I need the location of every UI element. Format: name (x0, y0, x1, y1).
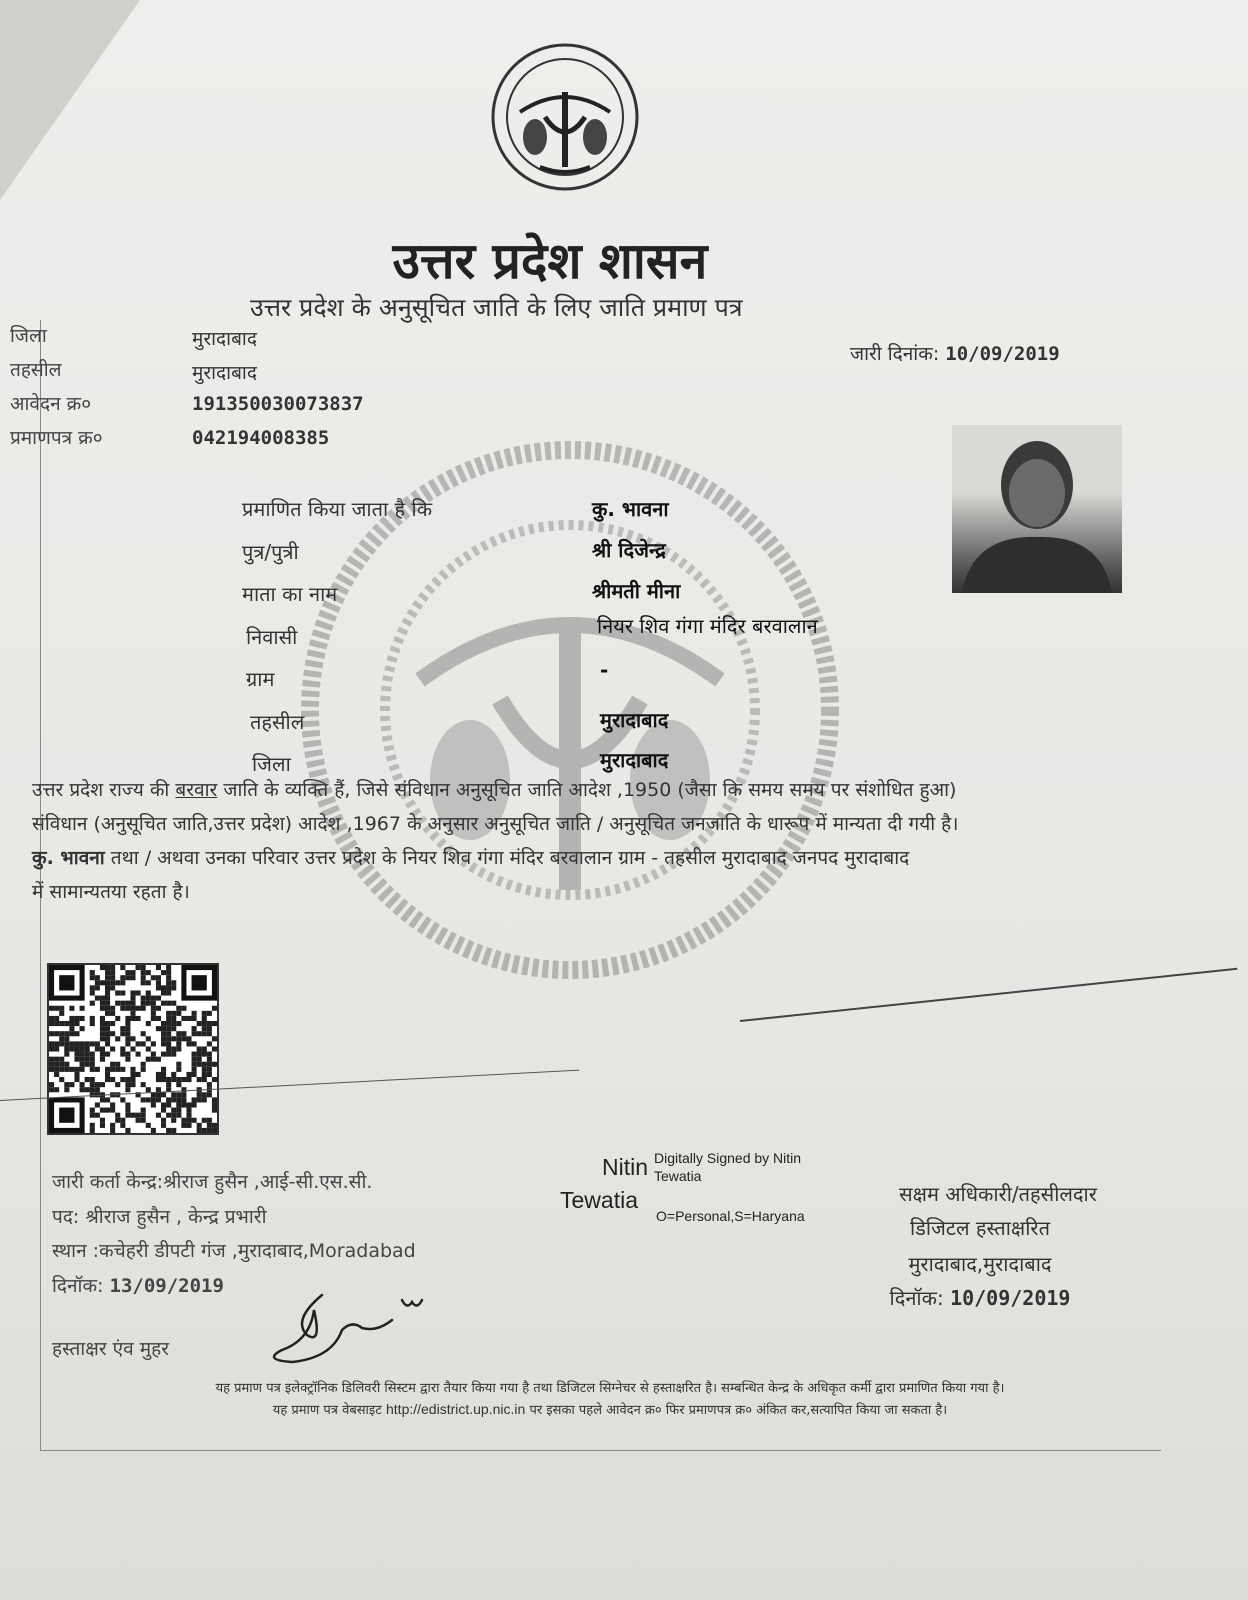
certificate-title: उत्तर प्रदेश के अनुसूचित जाति के लिए जाति प्रमाण पत्र (250, 293, 743, 322)
dsig-last-name: Tewatia (560, 1187, 638, 1213)
field-parent-label: पुत्र/पुत्री (242, 540, 299, 564)
officer-date-label: दिनॉक: (889, 1286, 944, 1310)
district-value: मुरादाबाद (192, 328, 257, 350)
issuer-place: स्थान :कचेहरी डीपटी गंज ,मुरादाबाद,Moradabad (52, 1240, 416, 1262)
dsig-signed-by-2: Tewatia (654, 1168, 702, 1184)
applicant-photo (952, 425, 1122, 593)
field-district-value: मुरादाबाद (600, 748, 669, 772)
officer-title: सक्षम अधिकारी/तहसीलदार (899, 1182, 1097, 1206)
government-title: उत्तर प्रदेश शासन (392, 231, 708, 290)
statement-line-2: संविधान (अनुसूचित जाति,उत्तर प्रदेश) आदेश ,1967 के अनुसार अनुसूचित जाति / अनुसूचित जनजाति के धारूप में मान्यता दी गयी है। (32, 813, 959, 835)
issuer-post: पद: श्रीराज हुसैन , केन्द्र प्रभारी (52, 1206, 267, 1228)
field-village-value: - (600, 658, 609, 682)
field-mother-label: माता का नाम (242, 582, 338, 606)
application-no-label: आवेदन क्र० (10, 393, 92, 415)
issue-date-value: 10/09/2019 (945, 343, 1060, 365)
tehsil-label: तहसील (10, 359, 62, 381)
issuer-date (52, 1272, 224, 1298)
statement-line-3 (32, 841, 1112, 875)
officer-place: मुरादाबाद,मुरादाबाद (908, 1252, 1052, 1276)
certificate-statement (32, 773, 1112, 909)
signature-and-seal-label: हस्ताक्षर एंव मुहर (52, 1338, 169, 1360)
dsig-org: O=Personal,S=Haryana (656, 1208, 805, 1224)
certificate-no-label: प्रमाणपत्र क्र० (10, 427, 103, 449)
verification-url[interactable]: http://edistrict.up.nic.in (386, 1401, 526, 1417)
dsig-signed-by: Digitally Signed by Nitin (654, 1150, 802, 1166)
footer-note-1: यह प्रमाण पत्र इलेक्ट्रॉनिक डिलिवरी सिस्टम द्वारा तैयार किया गया है तथा डिजिटल सिग्नेचर से हस्ताक्षरित है। सम्बन्धित केन्द्र के अधिकृत कर्मी द्वारा प्रमाणित किया गया है। (215, 1381, 1005, 1396)
statement-state: उत्तर प्रदेश राज्य की (32, 779, 170, 801)
field-certified-label: प्रमाणित किया जाता है कि (242, 497, 433, 521)
field-certified-value: कु. भावना (592, 497, 669, 521)
field-tehsil-value: मुरादाबाद (600, 708, 669, 732)
officer-date-value: 10/09/2019 (950, 1286, 1071, 1310)
application-no-value: 191350030073837 (192, 393, 364, 415)
handwritten-signature (262, 1280, 432, 1370)
statement-line-1 (32, 773, 1112, 807)
officer-digital-sign: डिजिटल हस्ताक्षरित (910, 1216, 1050, 1240)
field-village-label: ग्राम (246, 667, 275, 691)
statement-applicant-name: कु. भावना (32, 847, 105, 869)
statement-line-4: में सामान्यतया रहता है। (32, 881, 190, 903)
field-resident-value: नियर शिव गंगा मंदिर बरवालान (597, 614, 818, 638)
footer-note-2 (55, 1400, 1165, 1418)
field-tehsil-label: तहसील (250, 710, 305, 734)
qr-code (47, 963, 219, 1135)
person-silhouette-icon (952, 425, 1122, 593)
issue-date-label: जारी दिनांक: (850, 343, 940, 365)
caste-name: बरवार (175, 779, 218, 801)
issuer-center: जारी कर्ता केन्द्र:श्रीराज हुसैन ,आई-सी.एस.सी. (52, 1171, 373, 1193)
statement-order: जाति के व्यक्ति हैं, जिसे संविधान अनुसूचित जाति आदेश ,1950 (जैसा कि समय समय पर संशोधित हुआ) (223, 779, 957, 801)
district-label: जिला (10, 325, 47, 347)
certificate-no-value: 042194008385 (192, 427, 330, 449)
field-mother-value: श्रीमती मीना (592, 579, 681, 603)
statement-residence: तथा / अथवा उनका परिवार उत्तर प्रदेश के नियर शिव गंगा मंदिर बरवालान ग्राम - तहसील मुरादाबाद जनपद मुरादाबाद (110, 847, 910, 869)
up-government-emblem (490, 42, 640, 192)
qr-code-icon (49, 965, 217, 1133)
footer-note-2-post: पर इसका पहले आवेदन क्र० फिर प्रमाणपत्र क्र० अंकित कर,सत्यापित किया जा सकता है। (529, 1403, 948, 1418)
field-resident-label: निवासी (246, 625, 298, 649)
field-district-label: जिला (252, 752, 291, 776)
issuer-date-label: दिनॉक: (52, 1275, 104, 1297)
field-parent-value: श्री दिजेन्द्र (592, 538, 666, 562)
tehsil-value: मुरादाबाद (192, 362, 257, 384)
officer-date (860, 1284, 1100, 1311)
issuer-date-value: 13/09/2019 (109, 1275, 224, 1297)
issue-date (850, 340, 1060, 366)
folded-corner (0, 0, 140, 200)
footer-note-2-pre: यह प्रमाण पत्र वेबसाइट (272, 1403, 382, 1418)
dsig-first-name: Nitin (602, 1154, 649, 1180)
